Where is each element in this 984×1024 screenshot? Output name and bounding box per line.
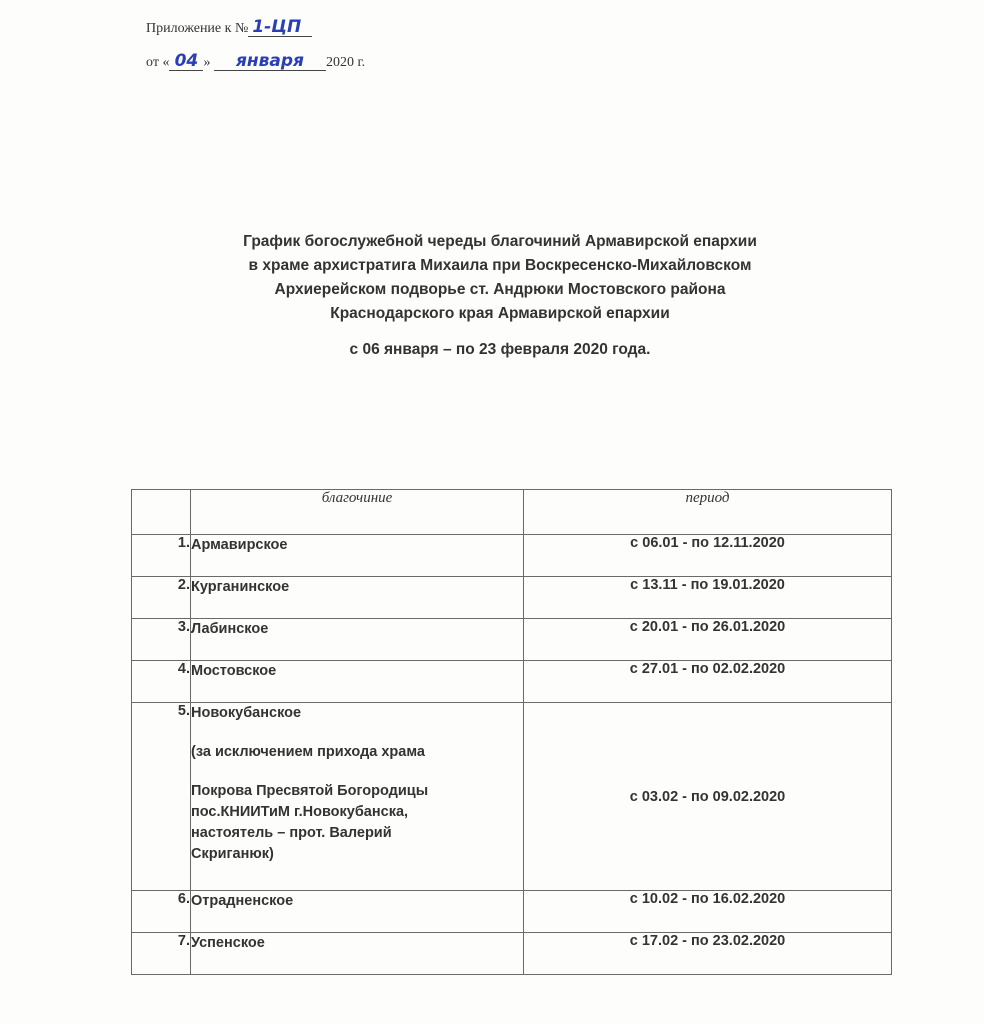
row-deanery: Лабинское: [191, 619, 524, 661]
appendix-reference: [146, 18, 365, 74]
from-label: от: [146, 55, 159, 70]
title-line: в храме архистратига Михаила при Воскресенско-Михайловском: [248, 257, 752, 274]
row-period: с 27.01 - по 02.02.2020: [524, 661, 892, 703]
schedule-table: [131, 489, 892, 975]
row-period: с 17.02 - по 23.02.2020: [524, 933, 892, 975]
row-number: 6.: [132, 891, 191, 933]
deanery-name: Новокубанское: [191, 705, 302, 721]
row-number: 4.: [132, 661, 191, 703]
row-period: с 13.11 - по 19.01.2020: [524, 577, 892, 619]
row-number: 5.: [132, 703, 191, 891]
table-row: [132, 535, 892, 577]
appendix-number-handwritten: 1-ЦП: [248, 18, 312, 37]
row-deanery: Курганинское: [191, 577, 524, 619]
deanery-note: настоятель – прот. Валерий: [191, 825, 392, 841]
header-deanery: благочиние: [191, 490, 524, 535]
row-deanery: Отрадненское: [191, 891, 524, 933]
title-line: Архиерейском подворье ст. Андрюки Мостовского района: [274, 281, 726, 298]
table-row: [132, 891, 892, 933]
deanery-note: пос.КНИИТиМ г.Новокубанска,: [191, 804, 409, 820]
row-deanery: Успенское: [191, 933, 524, 975]
table-row: [132, 577, 892, 619]
document-title: [150, 230, 850, 326]
appendix-date-line: [146, 52, 365, 74]
row-number: 7.: [132, 933, 191, 975]
appendix-number-line: [146, 18, 365, 40]
row-deanery: Мостовское: [191, 661, 524, 703]
row-number: 3.: [132, 619, 191, 661]
header-number: [132, 490, 191, 535]
title-line: График богослужебной череды благочиний Армавирской епархии: [243, 233, 757, 250]
table-row: [132, 619, 892, 661]
row-number: 2.: [132, 577, 191, 619]
table-header-row: [132, 490, 892, 535]
row-deanery: [191, 703, 524, 891]
appendix-label: Приложение к №: [146, 21, 249, 36]
row-period: с 10.02 - по 16.02.2020: [524, 891, 892, 933]
row-period: с 20.01 - по 26.01.2020: [524, 619, 892, 661]
quote-open: «: [162, 55, 170, 70]
year-suffix: 2020 г.: [325, 55, 366, 70]
deanery-note: Скриганюк): [191, 846, 274, 862]
title-line: Краснодарского края Армавирской епархии: [330, 305, 670, 322]
month-handwritten: января: [214, 52, 326, 71]
day-handwritten: 04: [169, 52, 203, 71]
deanery-note: Покрова Пресвятой Богородицы: [191, 783, 429, 799]
row-number: 1.: [132, 535, 191, 577]
schedule-period: с 06 января – по 23 февраля 2020 года.: [349, 341, 651, 358]
table-row: [132, 661, 892, 703]
row-period: с 03.02 - по 09.02.2020: [524, 703, 892, 891]
header-period: период: [524, 490, 892, 535]
row-period: с 06.01 - по 12.11.2020: [524, 535, 892, 577]
deanery-note: (за исключением прихода храма: [191, 744, 425, 760]
table-row: [132, 703, 892, 891]
table-row: [132, 933, 892, 975]
quote-close: »: [203, 55, 211, 70]
row-deanery: Армавирское: [191, 535, 524, 577]
